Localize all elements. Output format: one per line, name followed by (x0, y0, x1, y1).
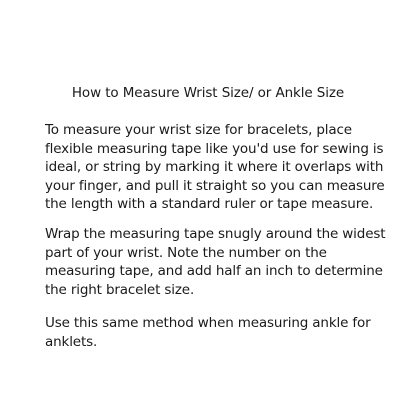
paragraph-line: the length with a standard ruler or tape measure. (45, 196, 374, 212)
paragraph-line: flexible measuring tape like you'd use for sewing is (45, 140, 384, 157)
page-title: How to Measure Wrist Size/ or Ankle Size (71, 85, 345, 101)
paragraph-line: To measure your wrist size for bracelets, place (45, 122, 352, 138)
paragraph-measure-instructions (45, 121, 395, 214)
paragraph-line: your finger, and pull it straight so you can measure (45, 177, 385, 194)
paragraph-wrap-tape (45, 225, 395, 299)
paragraph-line: ideal, or string by marking it where it overlaps with (45, 159, 384, 175)
paragraph-line: part of your wrist. Note the number on the (45, 244, 327, 261)
paragraph-line: anklets. (45, 333, 98, 350)
paragraph-line: the right bracelet size. (45, 281, 195, 298)
paragraph-ankle-method (45, 314, 395, 351)
paragraph-line: measuring tape, and add half an inch to determine (45, 263, 383, 279)
paragraph-line: Use this same method when measuring ankle for (45, 315, 371, 331)
paragraph-line: Wrap the measuring tape snugly around the widest (45, 226, 386, 242)
